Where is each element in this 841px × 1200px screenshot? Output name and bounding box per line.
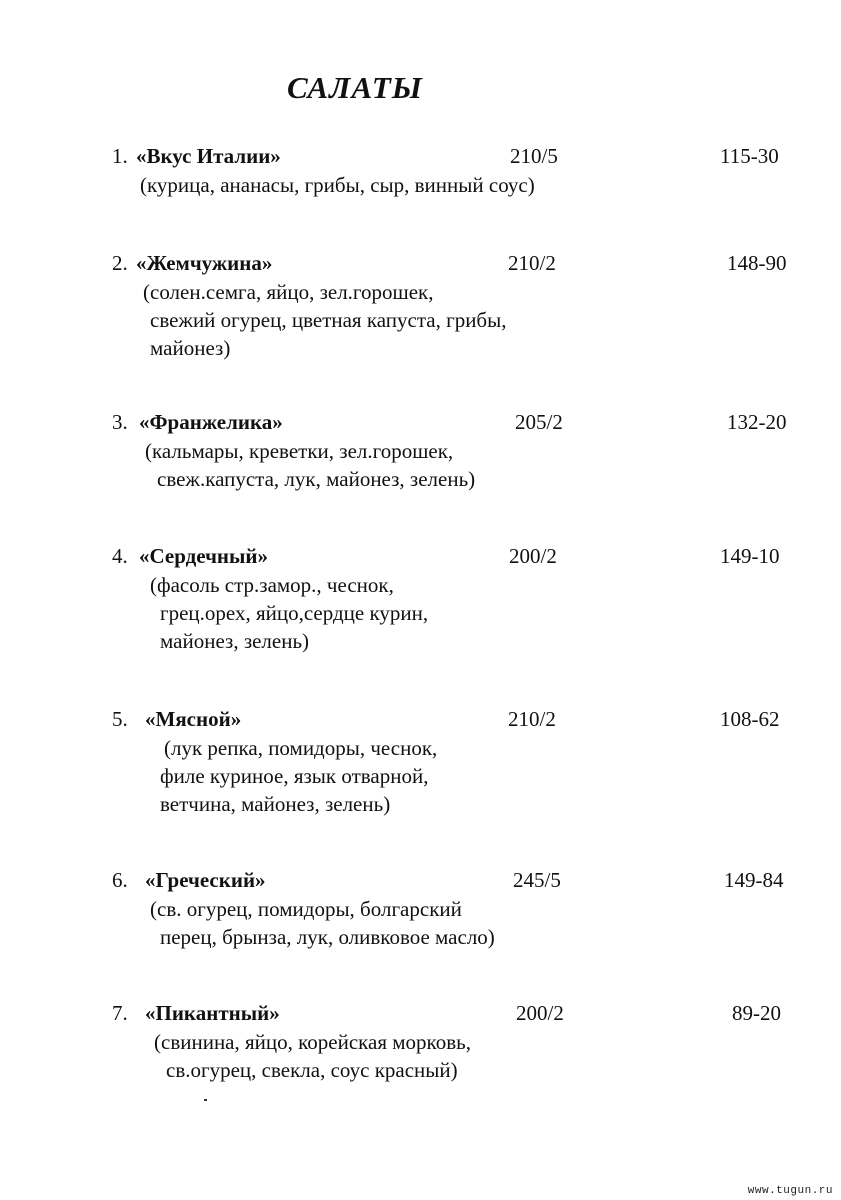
item-name: «Греческий» [145, 868, 266, 892]
item-price: 89-20 [732, 1001, 781, 1025]
item-description-line: (кальмары, креветки, зел.горошек, [145, 439, 454, 463]
item-description-line: (свинина, яйцо, корейская морковь, [154, 1030, 471, 1054]
item-description-line: (курица, ананасы, грибы, сыр, винный соус) [140, 173, 535, 197]
item-number: 5. [112, 707, 128, 731]
item-description-line: св.огурец, свекла, соус красный) [166, 1058, 458, 1082]
item-name: «Вкус Италии» [136, 144, 281, 168]
item-description-line: свеж.капуста, лук, майонез, зелень) [157, 467, 476, 491]
item-weight: 205/2 [515, 410, 563, 434]
item-description-line: (солен.семга, яйцо, зел.горошек, [143, 280, 434, 304]
item-description-line: грец.орех, яйцо,сердце курин, [160, 601, 429, 625]
item-number: 6. [112, 868, 128, 892]
item-description-line: майонез, зелень) [160, 629, 310, 653]
item-number: 7. [112, 1001, 128, 1025]
item-number: 1. [112, 144, 128, 168]
item-name: «Пикантный» [145, 1001, 280, 1025]
item-price: 132-20 [727, 410, 787, 434]
item-name: «Франжелика» [139, 410, 283, 434]
item-description-line: (фасоль стр.замор., чеснок, [150, 573, 394, 597]
item-weight: 200/2 [516, 1001, 564, 1025]
item-weight: 200/2 [509, 544, 557, 568]
item-price: 108-62 [720, 707, 780, 731]
item-weight: 210/2 [508, 707, 556, 731]
item-name: «Сердечный» [139, 544, 269, 568]
item-weight: 210/2 [508, 251, 556, 275]
item-number: 3. [112, 410, 128, 434]
website-footer: www.tugun.ru [747, 1185, 833, 1197]
scan-speck [204, 1099, 207, 1101]
item-price: 148-90 [727, 251, 787, 275]
item-price: 149-10 [720, 544, 780, 568]
page-title: САЛАТЫ [287, 70, 423, 105]
item-description-line: (св. огурец, помидоры, болгарский [150, 897, 462, 921]
item-weight: 210/5 [510, 144, 558, 168]
item-price: 115-30 [720, 144, 779, 168]
item-description-line: перец, брынза, лук, оливковое масло) [160, 925, 495, 949]
item-description-line: (лук репка, помидоры, чеснок, [164, 736, 438, 760]
item-weight: 245/5 [513, 868, 561, 892]
item-name: «Мясной» [145, 707, 242, 731]
item-number: 4. [112, 544, 128, 568]
item-description-line: ветчина, майонез, зелень) [160, 792, 391, 816]
item-description-line: филе куриное, язык отварной, [160, 764, 429, 788]
item-number: 2. [112, 251, 128, 275]
item-description-line: майонез) [150, 336, 231, 360]
item-price: 149-84 [724, 868, 784, 892]
item-name: «Жемчужина» [136, 251, 273, 275]
item-description-line: свежий огурец, цветная капуста, грибы, [150, 308, 507, 332]
